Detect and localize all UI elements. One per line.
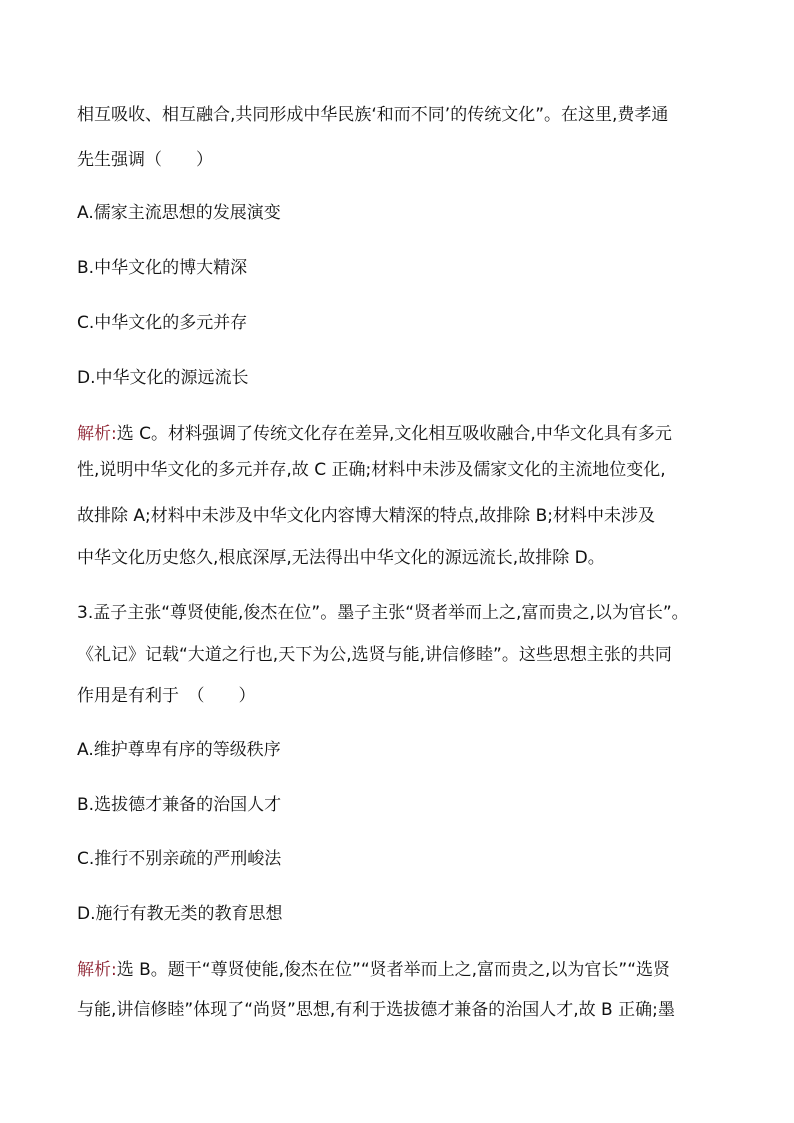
question-3-option-c: C.推行不别亲疏的严刑峻法 xyxy=(77,849,282,869)
question-2-option-b: B.中华文化的博大精深 xyxy=(77,258,248,278)
question-2-analysis-label: 解析: xyxy=(77,424,117,444)
question-2-analysis-line-2: 性,说明中华文化的多元并存,故 C 正确;材料中未涉及儒家文化的主流地位变化, xyxy=(77,460,666,480)
question-2-analysis-line-3: 故排除 A;材料中未涉及中华文化内容博大精深的特点,故排除 B;材料中未涉及 xyxy=(77,506,655,526)
question-2-analysis-line-1 xyxy=(77,422,727,446)
question-3-analysis-line-1 xyxy=(77,958,727,982)
question-3-option-b: B.选拔德才兼备的治国人才 xyxy=(77,795,282,815)
question-2-analysis-line-4: 中华文化历史悠久,根底深厚,无法得出中华文化的源远流长,故排除 D。 xyxy=(77,548,605,568)
question-2-option-c: C.中华文化的多元并存 xyxy=(77,313,248,333)
question-3-stem-line-2: 《礼记》记载“大道之行也,天下为公,选贤与能,讲信修睦”。这些思想主张的共同 xyxy=(77,645,672,665)
question-3-analysis-line-2: 与能,讲信修睦”体现了“尚贤”思想,有利于选拔德才兼备的治国人才,故 B 正确;墨 xyxy=(77,1000,675,1020)
question-2-option-a: A.儒家主流思想的发展演变 xyxy=(77,203,281,223)
question-2-stem-line-2: 先生强调（ ） xyxy=(77,150,213,170)
question-3-option-a: A.维护尊卑有序的等级秩序 xyxy=(77,740,281,760)
question-3-stem-line-1: 3.孟子主张“尊贤使能,俊杰在位”。墨子主张“贤者举而上之,富而贵之,以为官长”。 xyxy=(77,603,689,623)
question-3-option-d: D.施行有教无类的教育思想 xyxy=(77,904,283,924)
question-2-analysis-text: 选 C。材料强调了传统文化存在差异,文化相互吸收融合,中华文化具有多元 xyxy=(116,424,672,444)
question-2-option-d: D.中华文化的源远流长 xyxy=(77,368,249,388)
question-3-stem-line-3: 作用是有利于 （ ） xyxy=(77,686,256,706)
question-2-stem-line-1: 相互吸收、相互融合,共同形成中华民族‘和而不同’的传统文化”。在这里,费孝通 xyxy=(77,105,669,125)
question-3-analysis-label: 解析: xyxy=(77,960,117,980)
question-3-analysis-text: 选 B。题干“尊贤使能,俊杰在位”“贤者举而上之,富而贵之,以为官长”“选贤 xyxy=(116,960,671,980)
